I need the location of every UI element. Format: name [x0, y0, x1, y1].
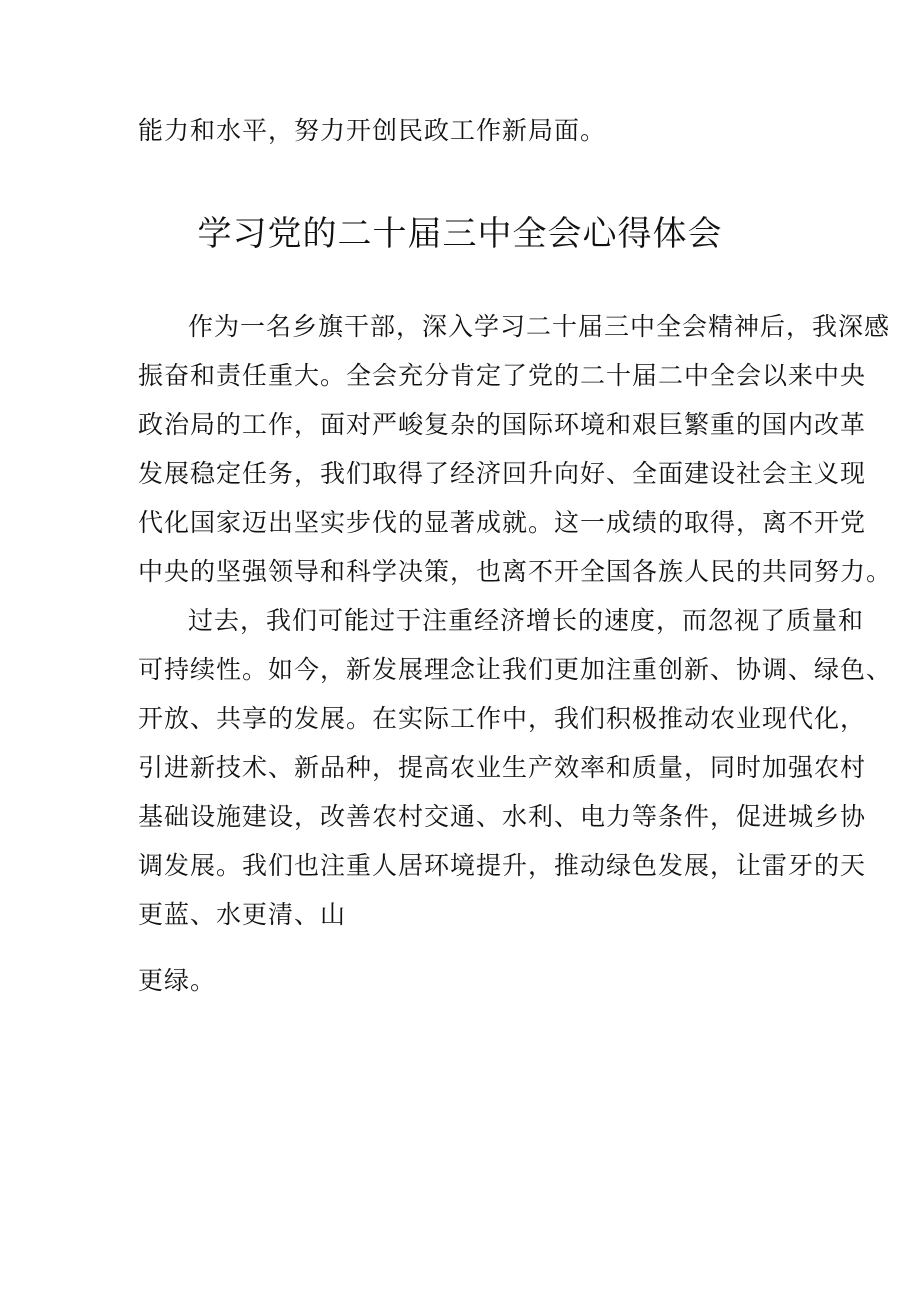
paragraph-1-line: 发展稳定任务，我们取得了经济回升向好、全面建设社会主义现 — [138, 459, 867, 488]
paragraph-2-line: 开放、共享的发展。在实际工作中，我们积极推动农业现代化， — [138, 704, 867, 733]
paragraph-1-line: 政治局的工作，面对严峻复杂的国际环境和艰巨繁重的国内改革 — [138, 410, 867, 439]
paragraph-1-line: 振奋和责任重大。全会充分肯定了党的二十届二中全会以来中央 — [138, 361, 867, 390]
document-title: 学习党的二十届三中全会心得体会 — [197, 214, 723, 254]
paragraph-2-line: 更蓝、水更清、山 — [138, 900, 347, 929]
paragraph-1-line: 中央的坚强领导和科学决策，也离不开全国各族人民的共同努力。 — [138, 557, 893, 586]
paragraph-2-line: 可持续性。如今，新发展理念让我们更加注重创新、协调、绿色、 — [138, 655, 893, 684]
tail-line: 更绿。 — [138, 966, 217, 995]
paragraph-2-line: 过去，我们可能过于注重经济增长的速度，而忽视了质量和 — [188, 606, 865, 635]
lead-line: 能力和水平，努力开创民政工作新局面。 — [138, 116, 607, 145]
paragraph-1-line: 代化国家迈出坚实步伐的显著成就。这一成绩的取得，离不开党 — [138, 508, 867, 537]
paragraph-2-line: 引进新技术、新品种，提高农业生产效率和质量，同时加强农村 — [138, 753, 867, 782]
paragraph-2-line: 基础设施建设，改善农村交通、水利、电力等条件，促进城乡协 — [138, 802, 867, 831]
paragraph-2-line: 调发展。我们也注重人居环境提升，推动绿色发展，让雷牙的天 — [138, 851, 867, 880]
paragraph-1-line: 作为一名乡旗干部，深入学习二十届三中全会精神后，我深感 — [188, 312, 891, 341]
